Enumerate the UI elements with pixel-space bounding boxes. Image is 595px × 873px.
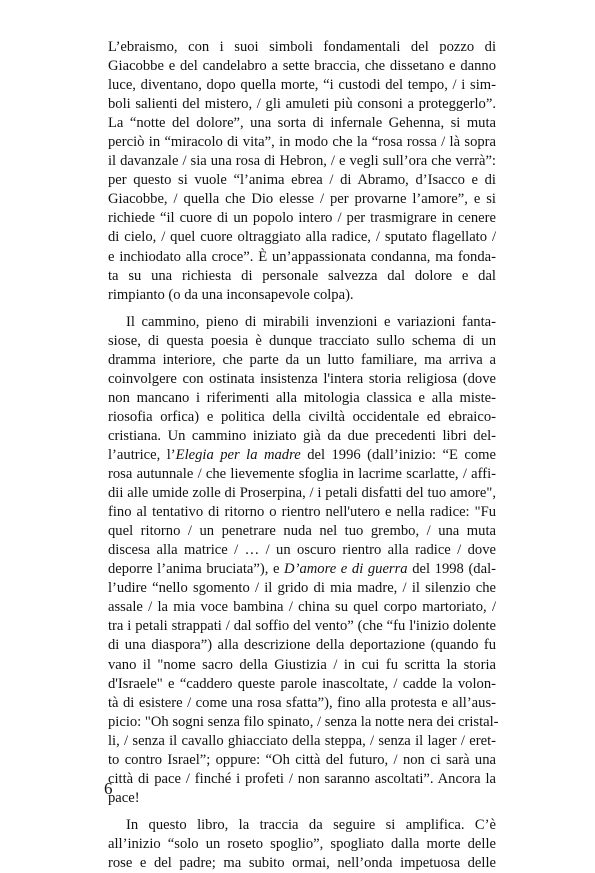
text-line: ta su una richiesta di personale salvezza dal dolore e dal [108,267,496,284]
text-line: d'Israele" e “caddero queste parole inascoltate, / cadde la volon- [108,675,496,692]
paragraph-1 [108,38,496,305]
text-line: tra i petali strappati / dal soffio del vento” (che “fu l'inizio dolente [108,618,496,635]
text-line: città di pace / finché i profeti / non saranno ascoltati”. Ancora la [108,770,496,787]
text-line: deporre l’anima bruciata”), e D’amore e di guerra del 1998 (dal- [108,561,496,578]
text-line: cristiana. Un cammino iniziato già da due precedenti libri del- [108,427,496,444]
text-line: rosa autunnale / che lievemente sfoglia in lacrime scarlatte, / affi- [108,466,496,483]
text-line: boli salienti del mistero, / gli amuleti più consoni a proteggerlo”. [108,96,496,113]
text-line: riosofia orfica) e politica della civiltà occidentale ed ebraico- [108,408,496,425]
text-line: fino al tentativo di ritorno o rientro nell'utero e nella radice: "Fu [108,504,496,521]
text-line: La “notte del dolore”, una sorta di infernale Gehenna, si muta [108,115,496,132]
text-line: dramma interiore, che parte da un lutto familiare, ma arriva a [108,351,496,368]
text-line: di una diaspora”) alla descrizione della deportazione (quando fu [108,637,496,654]
text-line: di cielo, / quel cuore oltraggiato alla radice, / sputato flagellato / [108,229,496,246]
text-line: l’udire “nello sgomento / il grido di mia madre, / il silenzio che [108,580,496,597]
text-line: dii alle umide zolle di Proserpina, / i petali disfatti del tuo amore", [108,485,496,502]
text-line: per questo si vuole “l’anima ebrea / di Abramo, d’Isacco e di [108,172,496,189]
text-line: richiede “il cuore di un popolo intero / per trasmigrare in cenere [108,210,496,227]
text-line: assale / la mia voce bambina / china su quel corpo martoriato, / [108,599,496,616]
text-line: discesa alla matrice / … / un oscuro rientro alla radice / dove [108,542,496,559]
page-number: 6 [104,779,113,798]
text-line: rose e del padre; ma subito ormai, nell’onda impetuosa delle [108,854,496,871]
text-line: tà di esistere / come una rosa sfatta”), fino alla protesta e all’aus- [108,694,496,711]
text-line: Il cammino, pieno di mirabili invenzioni e variazioni fanta- [126,313,496,330]
paragraph-3 [108,816,496,873]
text-line: L’ebraismo, con i suoi simboli fondamentali del pozzo di [108,39,496,55]
text-line: non mancano i riferimenti alla mitologia classica e alla miste- [108,389,496,406]
paragraph-2 [108,313,499,808]
text-line: to contro Israel”; oppure: “Oh città del futuro, / non ci sarà una [108,751,496,768]
text-line: picio: "Oh sogni senza filo spinato, / senza la notte nera dei cristal- [108,713,499,730]
text-line: Giacobbe, / quella che Dio elesse / per provarne l’amore”, e si [108,191,496,208]
text-line: luce, diventano, dopo quella morte, “i custodi del tempo, / i sim- [108,77,496,94]
text-line: rimpianto (o da una inconsapevole colpa). [108,286,354,303]
book-title: Elegia per la madre [175,446,301,463]
text-line: li, / senza il cavallo ghiacciato della steppa, / senza il lager / eret- [108,732,496,749]
text-line: il davanzale / sia una rosa di Hebron, / e vegli sull’ora che verrà”: [108,153,496,170]
text-line: e inchiodato alla croce”. È un’appassionata condanna, ma fonda- [108,248,496,265]
text-line: perciò in “miracolo di vita”, in modo che la “rosa rossa / là sopra [108,134,496,151]
text-line: quel ritorno / un penetrare nuda nel tuo grembo, / una muta [108,523,496,540]
text-line: siose, di questa poesia è dunque tracciato sullo schema di un [108,332,496,349]
text-line: vano il "nome sacro della Giustizia / in cui fu scritta la storia [108,656,496,673]
text-line: l’autrice, l’Elegia per la madre del 1996 (dall’inizio: “E come [108,446,497,463]
text-line: pace! [108,789,140,806]
text-line: coinvolgere con ostinata insistenza l'intera storia religiosa (dove [108,370,496,387]
book-title: D’amore e di guerra [284,561,408,578]
text-line: Giacobbe e del candelabro a sette braccia, che dissetano e danno [108,58,496,75]
text-line: In questo libro, la traccia da seguire si amplifica. C’è [126,816,496,833]
text-line: all’inizio “solo un roseto spoglio”, spogliato dalla morte delle [108,835,496,852]
body-text [108,38,499,873]
